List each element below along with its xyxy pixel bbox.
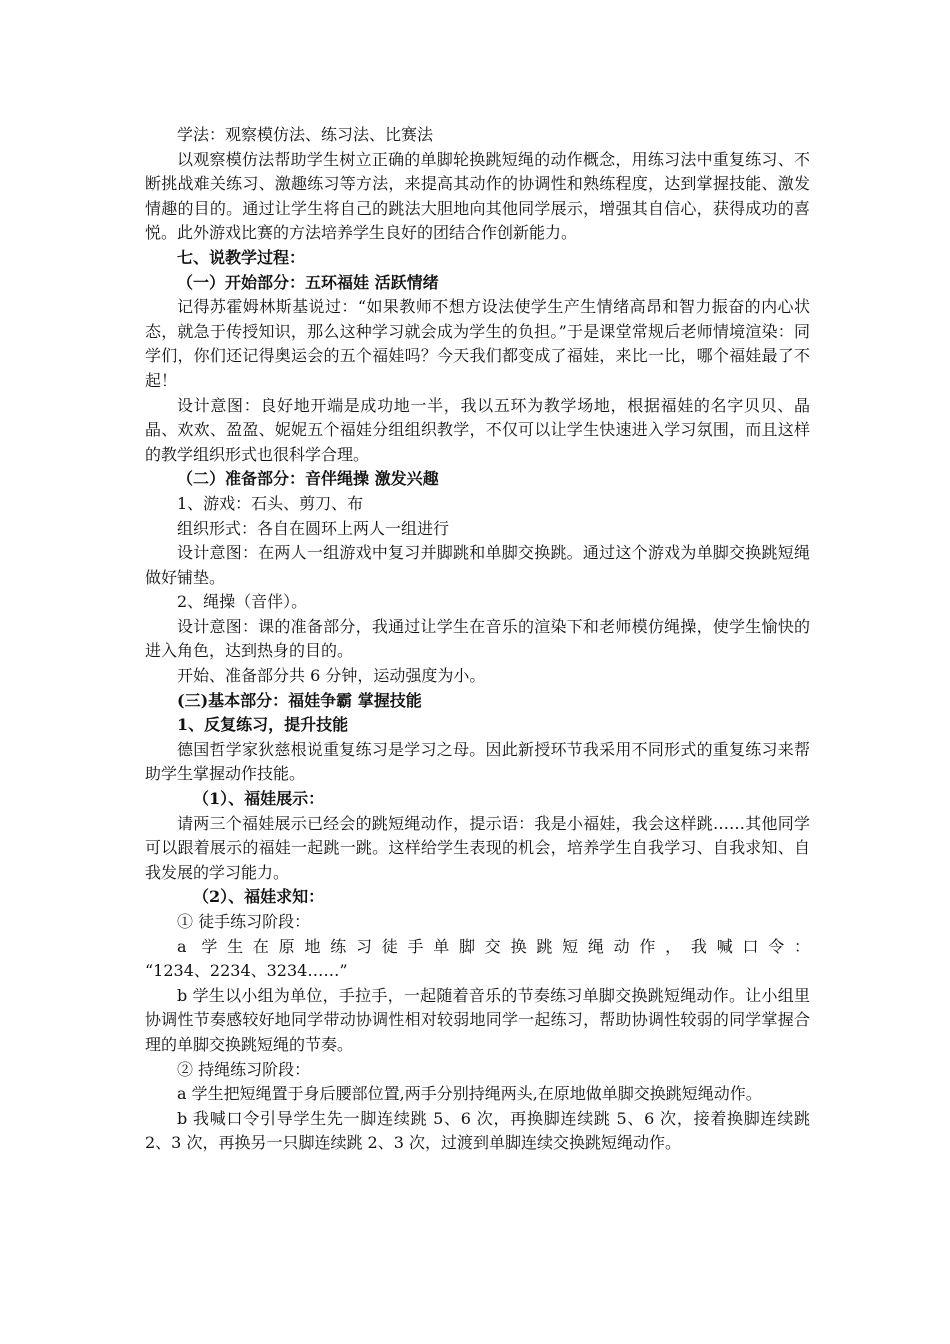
paragraph-study-methods-detail: 以观察模仿法帮助学生树立正确的单脚轮换跳短绳的动作概念，用练习法中重复练习、不断挑战难关练习、激趣练习等方法，来提高其动作的协调性和熟练程度，达到掌握技能、激发情趣的目的。通过让学生将自己的跳法大胆地向其他同学展示，增强其自信心，获得成功的喜悦。此外游戏比赛的方法培养学生良好的团结合作创新能力。	[145, 149, 810, 243]
paragraph-game-design: 设计意图：在两人一组游戏中复习并脚跳和单脚交换跳。通过这个游戏为单脚交换跳短绳做好铺垫。	[145, 543, 810, 587]
paragraph-opening-quote: 记得苏霍姆林斯基说过：“如果教师不想方设法使学生产生情绪高昂和智力振奋的内心状态，就急于传授知识，那么这种学习就会成为学生的负担。”于是课堂常规后老师情境渲染：同学们，你们还记得奥运会的五个福娃吗？今天我们都变成了福娃，来比一比，哪个福娃最了不起！	[145, 297, 810, 390]
paragraph-repeat-practice: 德国哲学家狄慈根说重复练习是学习之母。因此新授环节我采用不同形式的重复练习来帮助学生掌握动作技能。	[145, 739, 810, 784]
heading-repeat-practice: 1、反复练习，提升技能	[177, 715, 349, 735]
paragraph-duration: 开始、准备部分共 6 分钟，运动强度为小。	[177, 666, 486, 686]
paragraph-game: 1、游戏：石头、剪刀、布	[177, 493, 364, 513]
subsection-heading-opening: （一）开始部分：五环福娃 活跃情绪	[177, 272, 439, 292]
paragraph-count-call: “1234、2234、3234……”	[145, 961, 348, 981]
section-heading-teaching-process: 七、说教学过程：	[177, 247, 306, 267]
heading-fuwa-show: （1）、福娃展示：	[193, 789, 325, 809]
paragraph-bare-hand-b: b 学生以小组为单位，手拉手，一起随着音乐的节奏练习单脚交换跳短绳动作。让小组里协调性节奏感较好地同学带动协调性相对较弱地同学一起练习，帮助协调性较弱的同学掌握合理的单脚交换跳短绳的节奏。	[145, 985, 810, 1054]
paragraph-rope-stage: ② 持绳练习阶段：	[177, 1059, 311, 1079]
paragraph-organization: 组织形式：各自在圆环上两人一组进行	[177, 518, 450, 538]
paragraph-bare-hand-a: a 学生在原地练习徒手单脚交换跳短绳动作，我喊口令：	[177, 936, 810, 956]
paragraph-bare-hand-stage: ① 徒手练习阶段：	[177, 912, 311, 931]
paragraph-rope-design: 设计意图：课的准备部分，我通过让学生在音乐的渲染下和老师模仿绳操，使学生愉快的进入角色，达到热身的目的。	[145, 616, 810, 661]
paragraph-rope-b: b 我喊口令引导学生先一脚连续跳 5、6 次，再换脚连续跳 5、6 次，接着换脚连续跳 2、3 次，再换另一只脚连续跳 2、3 次，过渡到单脚连续交换跳短绳动作。	[145, 1108, 810, 1153]
subsection-heading-preparation: （二）准备部分：音伴绳操 激发兴趣	[177, 469, 439, 489]
heading-fuwa-learn: （2）、福娃求知：	[193, 887, 325, 907]
paragraph-fuwa-show: 请两三个福娃展示已经会的跳短绳动作，提示语：我是小福娃，我会这样跳……其他同学可以跟着展示的福娃一起跳一跳。这样给学生表现的机会，培养学生自我学习、自我求知、自我发展的学习能力。	[145, 813, 810, 882]
paragraph-study-methods: 学法：观察模仿法、练习法、比赛法	[177, 125, 434, 144]
subsection-heading-basic: (三)基本部分：福娃争霸 掌握技能	[177, 690, 422, 710]
paragraph-opening-design: 设计意图：良好地开端是成功地一半，我以五环为教学场地，根据福娃的名字贝贝、晶晶、欢欢、盈盈、妮妮五个福娃分组组织教学，不仅可以让学生快速进入学习氛围，而且这样的教学组织形式也很科学合理。	[145, 395, 810, 464]
paragraph-rope-exercise: 2、绳操（音伴）。	[177, 592, 308, 612]
paragraph-rope-a: a 学生把短绳置于身后腰部位置,两手分别持绳两头,在原地做单脚交换跳短绳动作。	[177, 1084, 762, 1104]
